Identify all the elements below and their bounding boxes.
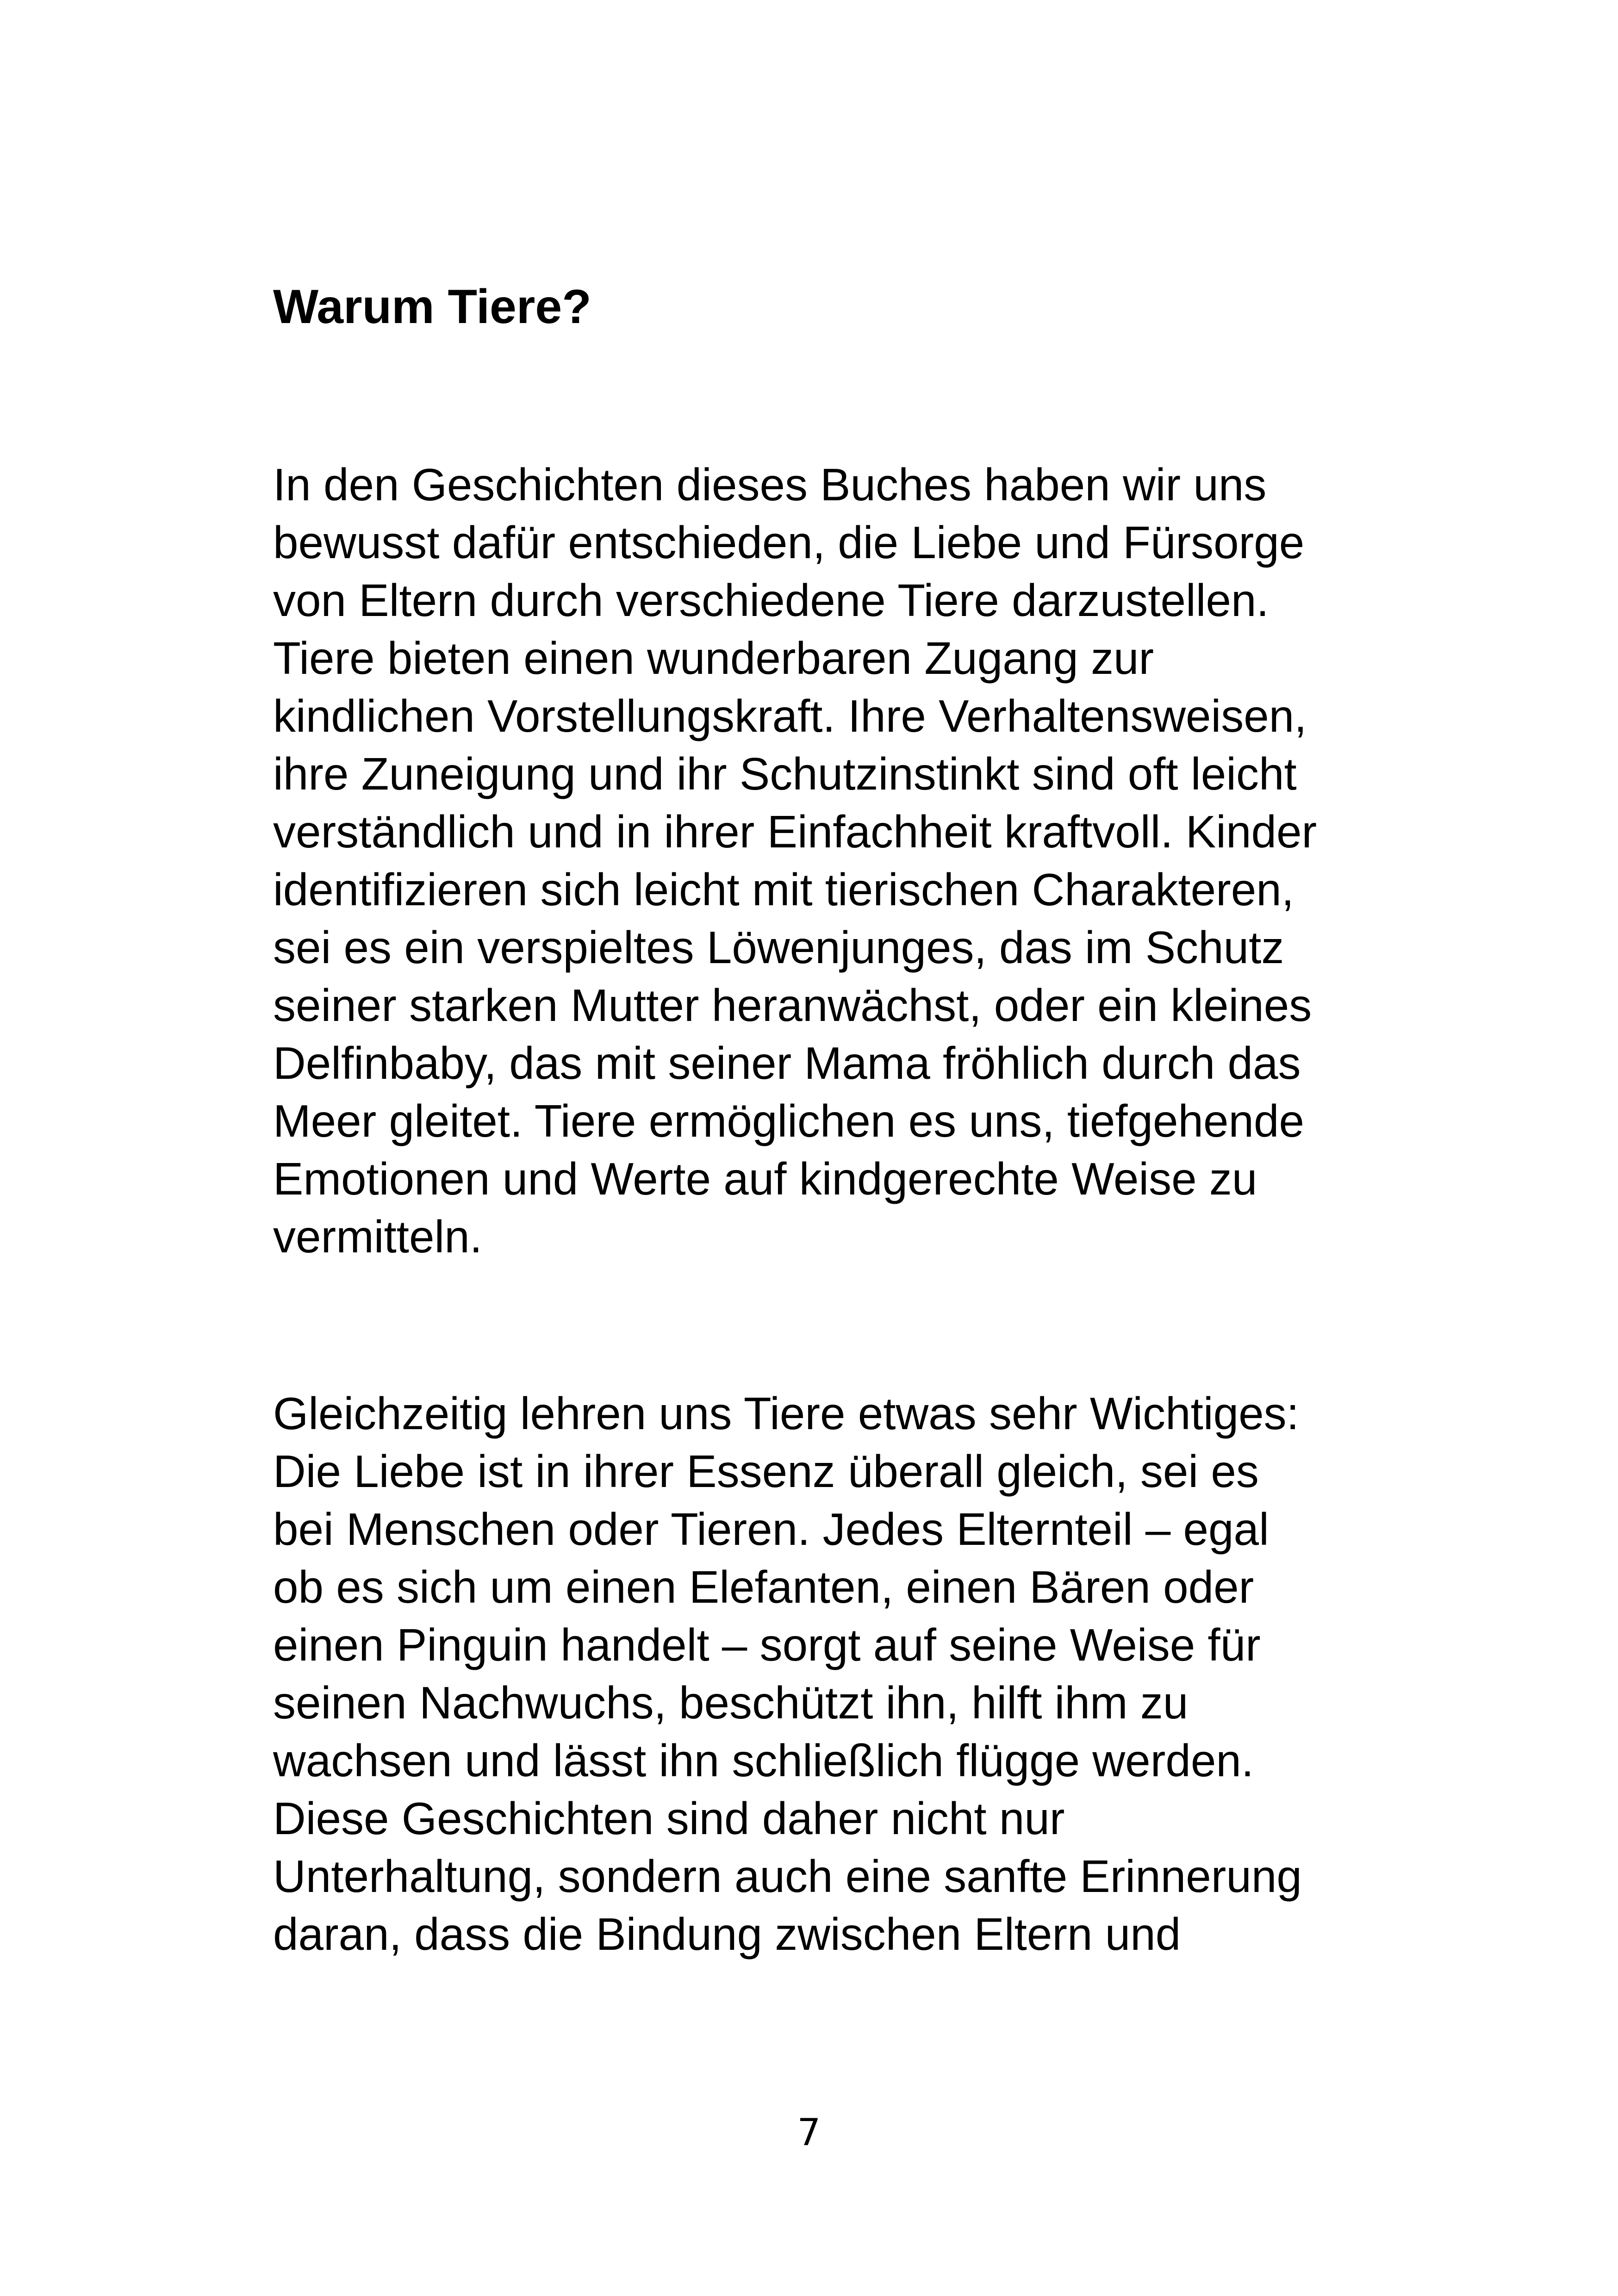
- text-line: sei es ein verspieltes Löwenjunges, das im Schutz: [273, 922, 1284, 973]
- text-line: einen Pinguin handelt – sorgt auf seine Weise für: [273, 1619, 1261, 1670]
- text-line: wachsen und lässt ihn schließlich flügge werden.: [273, 1735, 1254, 1786]
- paragraph-2: [273, 1385, 1384, 1963]
- text-line: Diese Geschichten sind daher nicht nur: [273, 1793, 1065, 1844]
- text-line: Tiere bieten einen wunderbaren Zugang zur: [273, 633, 1154, 684]
- text-line: bewusst dafür entschieden, die Liebe und Fürsorge: [273, 517, 1305, 568]
- text-line: Emotionen und Werte auf kindgerechte Weise zu: [273, 1153, 1257, 1204]
- page-number: 7: [797, 2111, 821, 2154]
- text-line: daran, dass die Bindung zwischen Eltern und: [273, 1909, 1181, 1960]
- text-line: vermitteln.: [273, 1211, 483, 1262]
- text-line: ob es sich um einen Elefanten, einen Bären oder: [273, 1562, 1254, 1612]
- text-line: Delfinbaby, das mit seiner Mama fröhlich durch das: [273, 1038, 1301, 1089]
- text-line: Die Liebe ist in ihrer Essenz überall gleich, sei es: [273, 1446, 1259, 1497]
- text-line: seinen Nachwuchs, beschützt ihn, hilft ihm zu: [273, 1677, 1189, 1728]
- text-line: kindlichen Vorstellungskraft. Ihre Verhaltensweisen,: [273, 691, 1307, 741]
- paragraph-1: [273, 456, 1384, 1266]
- text-line: Gleichzeitig lehren uns Tiere etwas sehr Wichtiges:: [273, 1388, 1299, 1439]
- text-line: seiner starken Mutter heranwächst, oder ein kleines: [273, 980, 1312, 1031]
- text-line: identifizieren sich leicht mit tierischen Charakteren,: [273, 864, 1294, 915]
- text-line: In den Geschichten dieses Buches haben wir uns: [273, 459, 1267, 510]
- text-line: bei Menschen oder Tieren. Jedes Elternteil – egal: [273, 1504, 1269, 1555]
- text-line: Unterhaltung, sondern auch eine sanfte Erinnerung: [273, 1851, 1302, 1902]
- section-heading: Warum Tiere?: [273, 280, 591, 334]
- text-line: ihre Zuneigung und ihr Schutzinstinkt sind oft leicht: [273, 748, 1297, 799]
- text-line: Meer gleitet. Tiere ermöglichen es uns, tiefgehende: [273, 1095, 1305, 1146]
- text-line: von Eltern durch verschiedene Tiere darzustellen.: [273, 575, 1269, 626]
- text-line: verständlich und in ihrer Einfachheit kraftvoll. Kinder: [273, 806, 1317, 857]
